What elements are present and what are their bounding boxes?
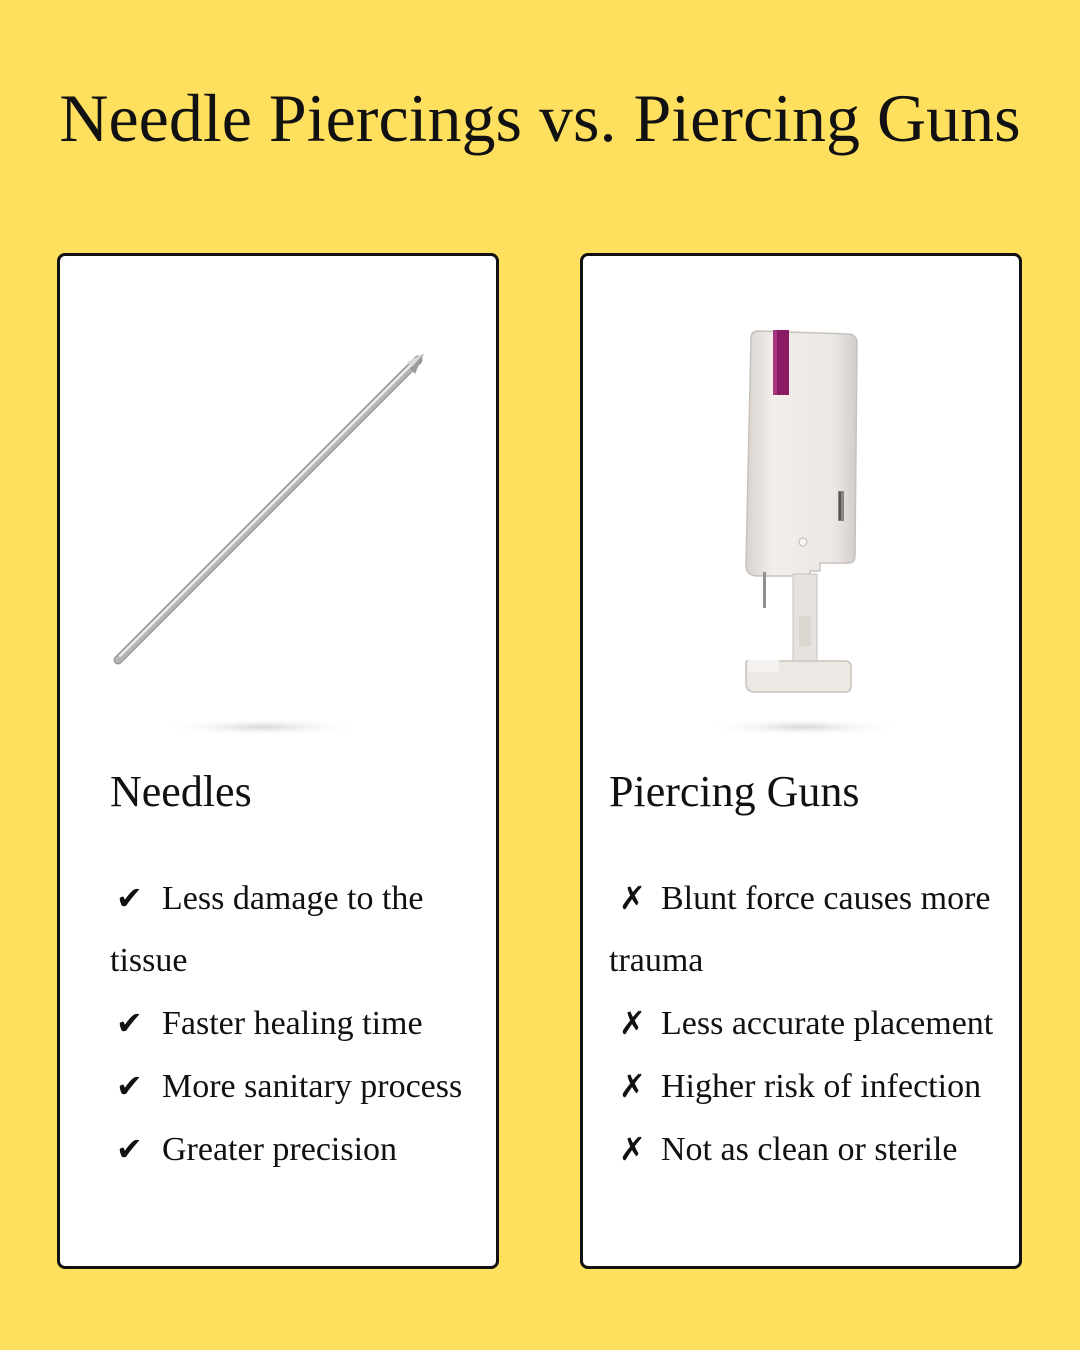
list-item-text: Less accurate placement (661, 1005, 994, 1042)
checkmark-icon: ✔ (116, 879, 143, 917)
checkmark-icon: ✔ (116, 1130, 143, 1168)
list-item (110, 992, 470, 1055)
list-item-text: More sanitary process (162, 1068, 463, 1105)
list-item-text: Less damage to the tissue (110, 880, 424, 979)
list-item-text: Greater precision (162, 1131, 398, 1168)
piercing-needle-illustration (60, 256, 496, 756)
piercing-guns-heading: Piercing Guns (609, 767, 860, 816)
needles-benefits-list (110, 867, 470, 1181)
checkmark-icon: ✔ (116, 1004, 143, 1042)
list-item (110, 1118, 470, 1181)
list-item (609, 1118, 1019, 1181)
piercing-gun-illustration (583, 256, 1019, 756)
list-item-text: Not as clean or sterile (661, 1131, 958, 1168)
list-item (110, 1055, 470, 1118)
checkmark-icon: ✔ (116, 1067, 143, 1105)
list-item (110, 867, 470, 992)
list-item (609, 992, 1019, 1055)
list-item-text: Higher risk of infection (661, 1068, 982, 1105)
needles-heading: Needles (110, 767, 252, 816)
piercing-guns-drawbacks-list (609, 867, 1019, 1181)
cross-icon: ✗ (619, 1067, 646, 1105)
list-item (609, 1055, 1019, 1118)
list-item-text: Faster healing time (162, 1005, 423, 1042)
cross-icon: ✗ (619, 1004, 646, 1042)
piercing-guns-card (580, 253, 1022, 1269)
needles-card (57, 253, 499, 1269)
list-item (609, 867, 1019, 992)
page-title: Needle Piercings vs. Piercing Guns (59, 80, 1021, 156)
cross-icon: ✗ (619, 879, 646, 917)
cross-icon: ✗ (619, 1130, 646, 1168)
list-item-text: Blunt force causes more trauma (609, 880, 991, 979)
